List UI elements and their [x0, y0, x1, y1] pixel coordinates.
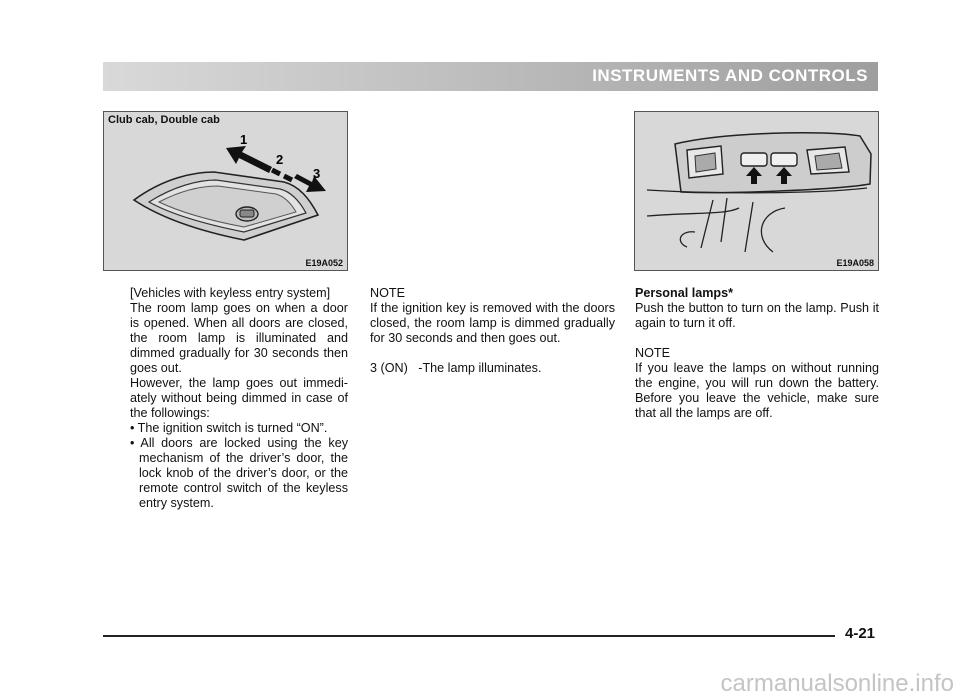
section-heading: Personal lamps* [635, 286, 733, 300]
position-description: -The lamp illuminates. [418, 361, 542, 375]
room-lamp-exception: However, the lamp goes out immedi-ately without being dimmed in case of the followings: [130, 376, 348, 420]
bullet-item: • All doors are locked using the key mechanism of the driver’s door, the lock knob of the driver’s door, or the remote control switch of the keyless entry system. [130, 436, 348, 510]
note-text: If the ignition key is removed with the doors closed, the room lamp is dimmed gradually for 30 seconds and then goes out. [370, 301, 615, 345]
personal-lamps-illustration [635, 112, 878, 270]
note-heading: NOTE [370, 286, 405, 300]
personal-lamps-figure [634, 111, 879, 271]
middle-text-column [370, 286, 615, 376]
position-label-1: 1 [240, 132, 248, 147]
right-text-column [635, 286, 879, 421]
watermark: carmanualsonline.info [720, 670, 954, 697]
bullet-item: • The ignition switch is turned “ON”. [130, 421, 328, 435]
section-title: INSTRUMENTS AND CONTROLS [592, 66, 868, 85]
room-lamp-figure [103, 111, 348, 271]
position-label: 3 (ON) [370, 361, 408, 375]
position-label-3: 3 [313, 166, 321, 181]
position-label-2: 2 [276, 152, 284, 167]
vehicle-condition: [Vehicles with keyless entry system] [130, 286, 331, 300]
note-heading: NOTE [635, 346, 670, 360]
section-header-bar [103, 62, 878, 91]
position-item [370, 361, 615, 376]
page-number: 4-21 [845, 625, 876, 642]
left-text-column [130, 286, 348, 511]
personal-lamp-description: Push the button to turn on the lamp. Push it again to turn it off. [635, 301, 879, 330]
figure-code: E19A058 [836, 258, 874, 268]
note-text: If you leave the lamps on without running the engine, you will run down the battery. Before you leave the vehicle, make sure that all the lamps are off. [635, 361, 879, 420]
figure-caption: Club cab, Double cab [108, 114, 220, 126]
room-lamp-illustration [104, 112, 347, 270]
footer-divider [103, 635, 835, 637]
figure-code: E19A052 [305, 258, 343, 268]
room-lamp-description: The room lamp goes on when a door is opened. When all doors are closed, the room lamp is illuminated and dimmed gradually for 30 seconds then goes out. [130, 301, 348, 375]
